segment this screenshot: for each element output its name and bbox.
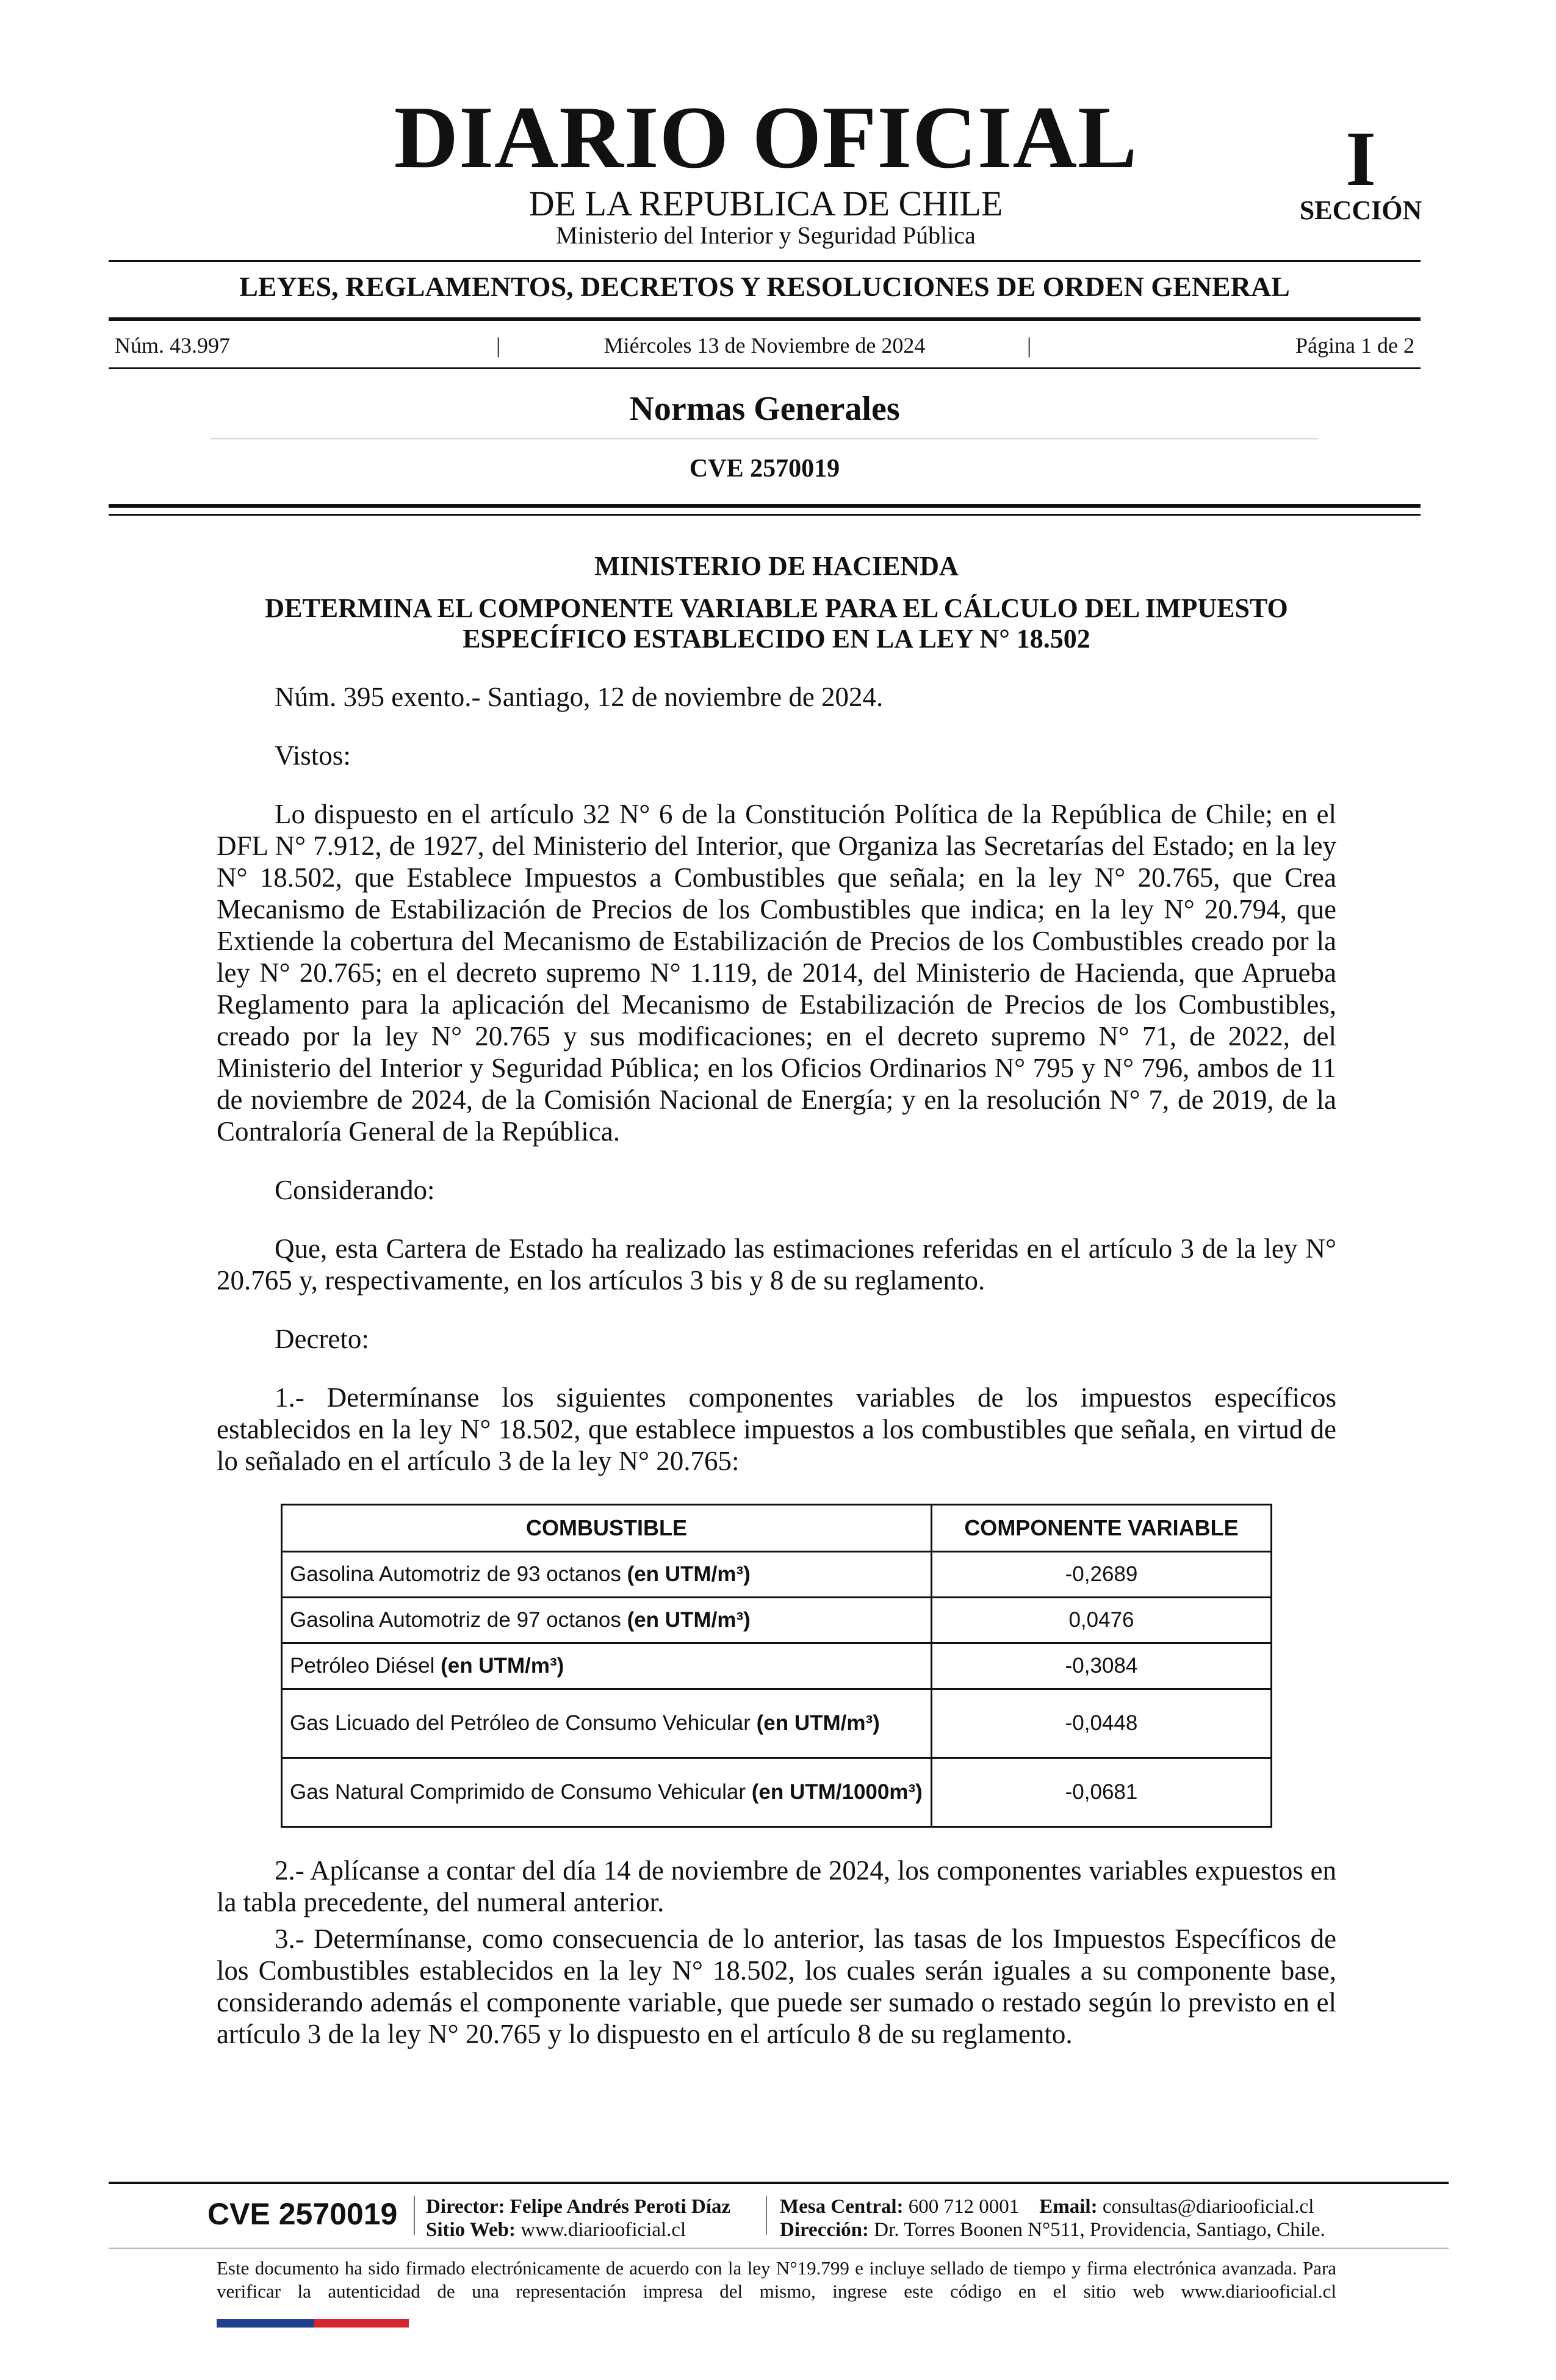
page-indicator: Página 1 de 2: [1295, 333, 1414, 358]
flag-stripe-red: [314, 2319, 409, 2328]
footer-divider: [109, 2248, 1449, 2249]
signature-note: Este documento ha sido firmado electrónicamente de acuerdo con la ley N°19.799 e incluye sellado de tiempo y firma electrónica avanzada. Para verificar la autenticidad de una representación impresa del mismo, ingrese este código en el sitio web www.diariooficial.cl: [217, 2257, 1336, 2302]
footer-separator: [766, 2196, 767, 2235]
value-cell: -0,3084: [932, 1643, 1272, 1689]
fuel-name: Gasolina Automotriz de 93 octanos: [290, 1562, 627, 1586]
considerando-paragraph: Que, esta Cartera de Estado ha realizado las estimaciones referidas en el artículo 3 de la ley N° 20.765 y, respectivamente, en los artículos 3 bis y 8 de su reglamento.: [217, 1233, 1336, 1296]
email-label: Email:: [1039, 2196, 1098, 2218]
article-3: 3.- Determínanse, como consecuencia de lo anterior, las tasas de los Impuestos Específicos de los Combustibles establecidos en la ley N° 18.502, los cuales serán iguales a su componente base, considerando además el componente variable, que puede ser sumado o restado según lo previsto en el artículo 3 de la ley N° 20.765 y lo dispuesto en el artículo 8 de su reglamento.: [217, 1924, 1336, 2049]
fuel-unit: (en UTM/m³): [627, 1608, 751, 1632]
section-number: I: [1345, 115, 1376, 202]
considerando-heading: Considerando:: [275, 1175, 435, 1205]
footer-cve-code: CVE 2570019: [207, 2197, 398, 2231]
value-cell: -0,2689: [932, 1552, 1272, 1598]
decree-title: [217, 593, 1336, 654]
footer-website: [426, 2218, 730, 2241]
footer-contact-block: [780, 2195, 1325, 2241]
footer-separator: [414, 2196, 415, 2235]
decree-number-line: Núm. 395 exento.- Santiago, 12 de noviembre de 2024.: [275, 682, 884, 712]
article-1: 1.- Determínanse los siguientes componentes variables de los impuestos específicos establecidos en la ley N° 18.502, que establece impuestos a los combustibles que señala, en virtud de lo señalado en el artículo 3 de la ley N° 20.765:: [217, 1382, 1336, 1476]
vistos-paragraph: Lo dispuesto en el artículo 32 N° 6 de la Constitución Política de la República de Chile; en el DFL N° 7.912, de 1927, del Ministerio del Interior, que Organiza las Secretarías del Estado; en la ley N° 18.502, que Establece Impuestos a Combustibles que señala; en la ley N° 20.765, que Crea Mecanismo de Estabilización de Precios de los Combustibles que indica; en la ley N° 20.794, que Extiende la cobertura del Mecanismo de Estabilización de Precios de los Combustibles creado por la ley N° 20.765; en el decreto supremo N° 1.119, de 2014, del Ministerio de Hacienda, que Aprueba Reglamento para la aplicación del Mecanismo de Estabilización de Precios de los Combustibles, creado por la ley N° 20.765 y sus modificaciones; en el decreto supremo N° 71, de 2022, del Ministerio del Interior y Seguridad Pública; en los Oficios Ordinarios N° 795 y N° 796, ambos de 11 de noviembre de 2024, de la Comisión Nacional de Energía; y en la resolución N° 7, de 2019, de la Contraloría General de la República.: [217, 799, 1336, 1147]
column-header-fuel: COMBUSTIBLE: [282, 1505, 932, 1552]
category-heading: LEYES, REGLAMENTOS, DECRETOS Y RESOLUCIONES DE ORDEN GENERAL: [239, 271, 1290, 302]
issue-bar: [109, 330, 1421, 361]
director-label: Director:: [426, 2196, 505, 2218]
footer-director: [426, 2195, 730, 2218]
table-row: [282, 1689, 1272, 1758]
director-name: Felipe Andrés Peroti Díaz: [510, 2196, 731, 2218]
issue-separator: |: [496, 333, 501, 358]
fuel-cell: [282, 1689, 932, 1758]
value-cell: -0,0681: [932, 1758, 1272, 1827]
issue-separator: |: [1027, 333, 1032, 358]
table-row: [282, 1758, 1272, 1827]
email-link[interactable]: consultas@diariooficial.cl: [1102, 2196, 1314, 2218]
fuel-unit: (en UTM/m³): [756, 1711, 880, 1735]
components-table-wrapper: [281, 1504, 1336, 1828]
issue-number: Núm. 43.997: [115, 333, 230, 358]
footer-address: [780, 2218, 1325, 2241]
fuel-unit: (en UTM/m³): [627, 1562, 751, 1586]
table-row: [282, 1643, 1272, 1689]
decreto-heading: Decreto:: [275, 1324, 369, 1354]
fuel-cell: [282, 1552, 932, 1598]
fuel-name: Petróleo Diésel: [290, 1654, 441, 1678]
divider: [109, 514, 1421, 516]
column-header-value: COMPONENTE VARIABLE: [932, 1505, 1272, 1552]
fuel-cell: [282, 1758, 932, 1827]
issue-date: Miércoles 13 de Noviembre de 2024: [603, 333, 926, 358]
address-value: Dr. Torres Boonen N°511, Providencia, Santiago, Chile.: [874, 2219, 1325, 2241]
phone-label: Mesa Central:: [780, 2196, 904, 2218]
fuel-cell: [282, 1598, 932, 1643]
footer-director-block: [426, 2195, 730, 2241]
table-row: [282, 1598, 1272, 1643]
newspaper-title: DIARIO OFICIAL: [394, 88, 1138, 187]
document-body: [217, 537, 1336, 2050]
address-label: Dirección:: [780, 2219, 870, 2241]
fuel-name: Gas Licuado del Petróleo de Consumo Vehicular: [290, 1711, 757, 1735]
flag-stripe-blue: [217, 2319, 314, 2328]
phone-value: 600 712 0001: [908, 2196, 1020, 2218]
fuel-cell: [282, 1643, 932, 1689]
divider: [109, 504, 1421, 508]
fuel-name: Gas Natural Comprimido de Consumo Vehicular: [290, 1780, 752, 1804]
fuel-unit: (en UTM/m³): [441, 1654, 564, 1678]
decree-title-line: ESPECÍFICO ESTABLECIDO EN LA LEY N° 18.502: [463, 624, 1090, 654]
divider: [109, 260, 1421, 262]
divider: [109, 317, 1421, 321]
decree-title-line: DETERMINA EL COMPONENTE VARIABLE PARA EL CÁLCULO DEL IMPUESTO: [265, 593, 1288, 623]
divider: [211, 438, 1318, 439]
section-indicator: [1288, 115, 1434, 226]
fuel-name: Gasolina Automotriz de 97 octanos: [290, 1608, 627, 1632]
components-table: [281, 1504, 1272, 1828]
section-heading: Normas Generales: [629, 390, 900, 428]
value-cell: -0,0448: [932, 1689, 1272, 1758]
table-header-row: [282, 1505, 1272, 1552]
value-cell: 0,0476: [932, 1598, 1272, 1643]
table-row: [282, 1552, 1272, 1598]
website-link[interactable]: www.diariooficial.cl: [520, 2219, 686, 2241]
cve-code: CVE 2570019: [689, 455, 840, 483]
newspaper-ministry: Ministerio del Interior y Seguridad Pública: [556, 222, 976, 249]
section-label: SECCIÓN: [1299, 195, 1422, 225]
fuel-unit: (en UTM/1000m³): [751, 1780, 923, 1804]
newspaper-subtitle: DE LA REPUBLICA DE CHILE: [528, 184, 1003, 223]
footer-divider: [109, 2182, 1449, 2184]
footer-phone-email: [780, 2195, 1325, 2218]
divider: [109, 367, 1421, 369]
website-label: Sitio Web:: [426, 2219, 516, 2241]
article-2: 2.- Aplícanse a contar del día 14 de noviembre de 2024, los componentes variables expuestos en la tabla precedente, del numeral anterior.: [217, 1855, 1336, 1917]
department-heading: MINISTERIO DE HACIENDA: [594, 551, 959, 581]
vistos-heading: Vistos:: [275, 740, 351, 771]
